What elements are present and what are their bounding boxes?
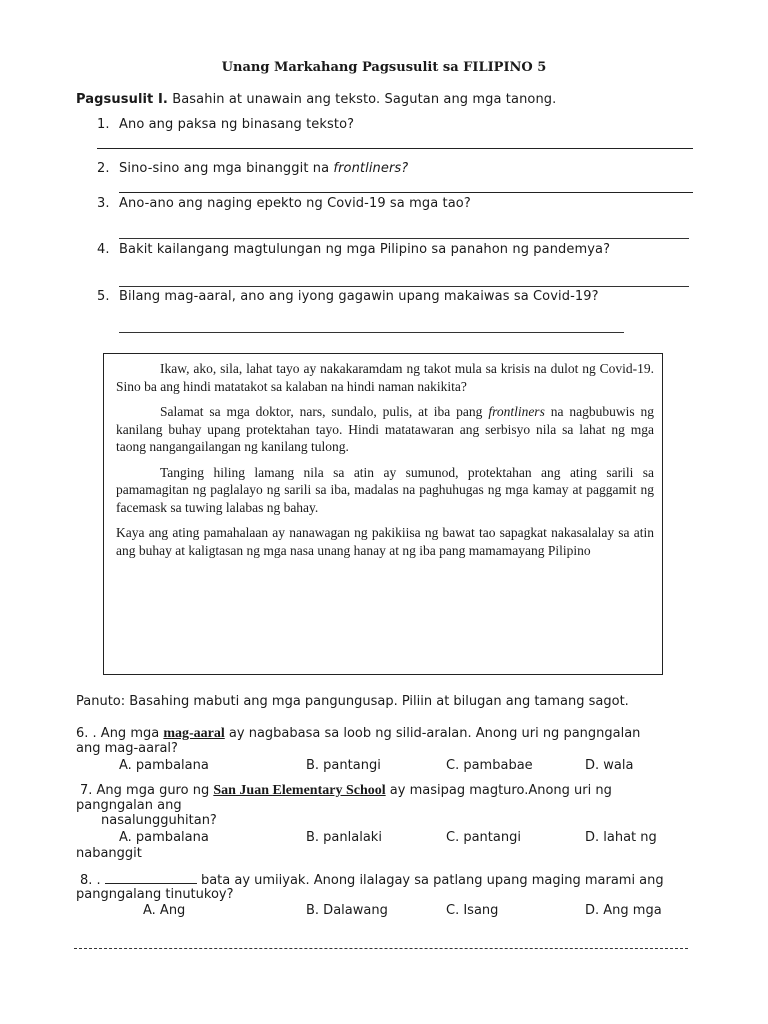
choice-8a[interactable]: A. Ang [143,903,186,918]
panuto-instruction: Panuto: Basahing mabuti ang mga pangungusap. Piliin at bilugan ang tamang sagot. [76,694,629,709]
keyword-san-juan-elementary-school: San Juan Elementary School [213,783,386,798]
passage-paragraph-1: Ikaw, ako, sila, lahat tayo ay nakakaramdam ng takot mula sa krisis na dulot ng Covid-19. Sino ba ang hindi matatakot sa kalaban na hindi naman nakikita? [116,361,654,394]
choice-7d[interactable]: D. lahat ng [585,830,657,845]
choice-6a[interactable]: A. pambalana [119,758,209,773]
answer-line-1[interactable] [97,148,693,149]
dashed-separator [74,948,688,949]
mc-question-6-line2: ang mag-aaral? [76,741,178,756]
choice-7c[interactable]: C. pantangi [446,830,521,845]
question-1: 1. Ano ang paksa ng binasang teksto? [97,117,355,132]
choice-6d[interactable]: D. wala [585,758,634,773]
choice-8d[interactable]: D. Ang mga [585,903,662,918]
mc-question-8: 8. . bata ay umiiyak. Anong ilalagay sa patlang upang maging marami ang [80,873,664,888]
mc-question-8-line2: pangngalang tinutukoy? [76,887,234,902]
answer-line-2[interactable] [119,192,693,193]
keyword-mag-aaral: mag-aaral [163,726,225,741]
mc-question-7-line2: pangngalan ang [76,798,182,813]
choice-8c[interactable]: C. Isang [446,903,499,918]
choice-8b[interactable]: B. Dalawang [306,903,388,918]
choice-7a[interactable]: A. pambalana [119,830,209,845]
question-2: 2. Sino-sino ang mga binanggit na frontliners? [97,161,409,176]
page-title: Unang Markahang Pagsusulit sa FILIPINO 5 [221,60,547,75]
answer-line-5[interactable] [119,332,624,333]
choice-6c[interactable]: C. pambabae [446,758,533,773]
reading-passage-box [103,353,663,675]
part1-instruction [76,92,556,107]
fill-in-blank[interactable] [105,872,197,884]
passage-paragraph-4: Kaya ang ating pamahalaan ay nanawagan ng pakikiisa ng bawat tao sapagkat nakasalalay sa atin ang buhay at kaligtasan ng mga nasa unang hanay at ng iba pang mamamayang Pilipino [116,525,654,558]
part1-label: Pagsusulit I. [76,92,168,107]
question-5: 5. Bilang mag-aaral, ano ang iyong gagawin upang makaiwas sa Covid-19? [97,289,599,304]
part1-text: Basahin at unawain ang teksto. Sagutan ang mga tanong. [172,92,557,107]
question-4: 4. Bakit kailangang magtulungan ng mga Pilipino sa panahon ng pandemya? [97,242,611,257]
mc-question-6: 6. . Ang mga mag-aaral ay nagbabasa sa loob ng silid-aralan. Anong uri ng pangngalan [76,726,641,741]
mc-question-7: 7. Ang mga guro ng San Juan Elementary School ay masipag magturo.Anong uri ng [80,783,612,798]
mc-question-7-line3: nasalungguhitan? [101,813,217,828]
choice-7b[interactable]: B. panlalaki [306,830,382,845]
choice-6b[interactable]: B. pantangi [306,758,381,773]
passage-paragraph-2: Salamat sa mga doktor, nars, sundalo, pulis, at iba pang frontliners na nagbubuwis ng kanilang buhay upang protektahan tayo. Hindi matatawaran ang serbisyo nila sa lahat ng mga taong nangangailangan ng kanilang tulong. [116,404,654,454]
choice-7d-continued: nabanggit [76,846,142,861]
answer-line-3[interactable] [119,238,689,239]
question-3: 3. Ano-ano ang naging epekto ng Covid-19 sa mga tao? [97,196,471,211]
answer-line-4[interactable] [119,286,689,287]
passage-paragraph-3: Tanging hiling lamang nila sa atin ay sumunod, protektahan ang ating sarili sa pamamagitan ng paglalayo ng sarili sa iba, madalas na paghuhugas ng mga kamay at paggamit ng facemask sa tuwing lalabas ng bahay. [116,464,654,515]
